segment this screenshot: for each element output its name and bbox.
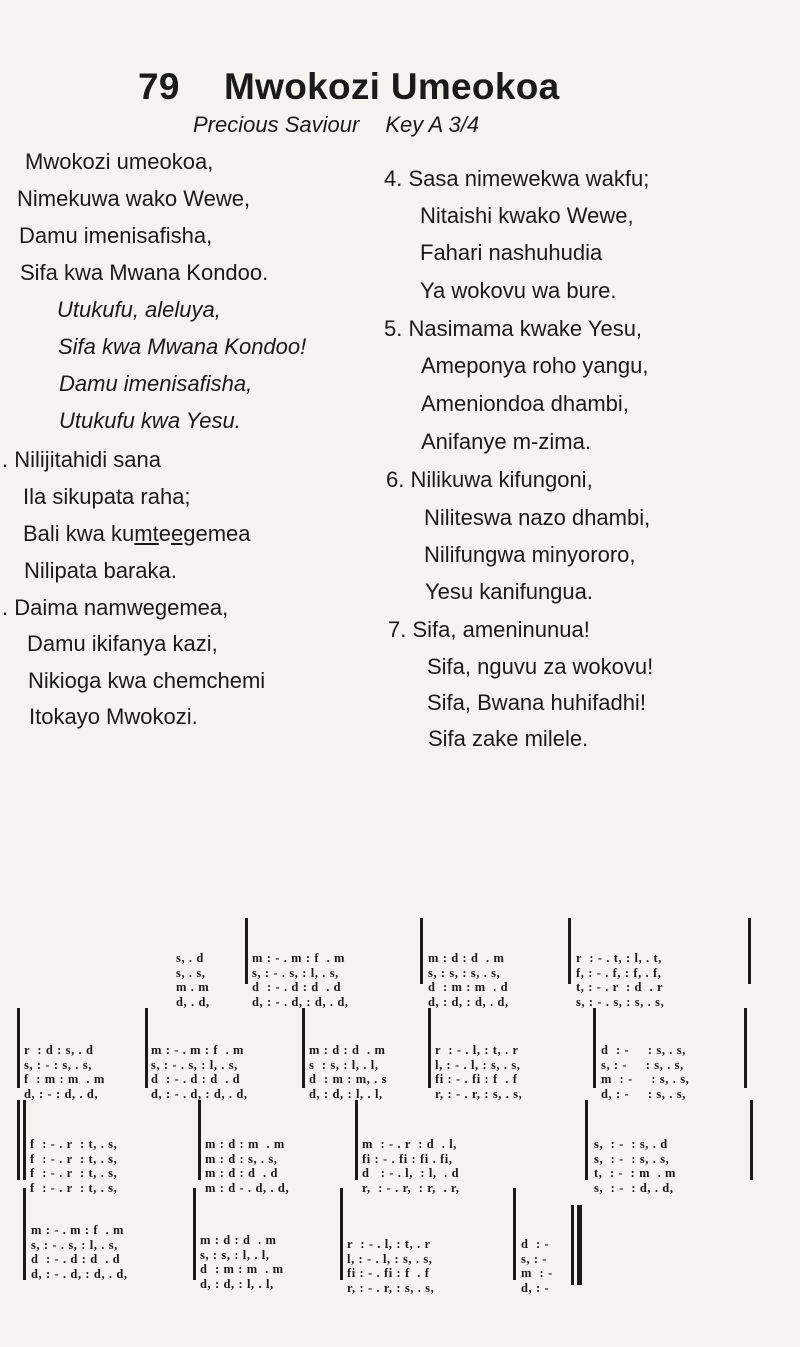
verse-6-line-2: Niliteswa nazo dhambi, — [424, 505, 651, 530]
bar-line — [750, 1100, 753, 1180]
verse-5-line-1: 5. Nasimama kwake Yesu, — [384, 316, 643, 341]
verse-4-line-1: 4. Sasa nimewekwa wakfu; — [384, 166, 650, 191]
verse-1-line-3: Damu imenisafisha, — [19, 223, 213, 248]
solfa-voice-line: d, : - — [521, 1280, 550, 1295]
solfa-voice-line: r : d : s, . d — [24, 1043, 94, 1057]
solfa-voice-line: s, : - : d, . d, — [594, 1180, 674, 1195]
solfa-voice-line: d, : - : d, . d, — [24, 1086, 99, 1101]
solfa-voice-line: d, : d, : d, . d, — [428, 994, 509, 1009]
verse-5-number: 5. — [384, 316, 403, 341]
solfa-voice-line: l, : - . l, : s, . s, — [347, 1251, 433, 1266]
solfa-voice-line: m : - . m : f . m — [151, 1043, 245, 1057]
solfa-row-3-measure-3 — [362, 1108, 460, 1224]
solfa-voice-line: s, . s, — [176, 965, 206, 980]
solfa-voice-line: d : - . d : d . d — [252, 980, 342, 994]
solfa-voice-line: m : d : m . m — [205, 1137, 285, 1151]
bar-line — [428, 1008, 431, 1088]
solfa-voice-line: d, : d, : l, . l, — [200, 1276, 274, 1291]
bar-line — [420, 918, 423, 984]
bar-line — [193, 1188, 196, 1280]
verse-7-number: 7. — [388, 617, 407, 642]
solfa-voice-line: d : m : m . m — [200, 1262, 284, 1276]
bar-line — [744, 1008, 747, 1088]
solfa-voice-line: d : - . d : d . d — [151, 1072, 241, 1086]
solfa-voice-line: m : d : d . m — [428, 951, 505, 965]
bar-line — [23, 1100, 26, 1180]
solfa-voice-line: d, : d, : l, . l, — [309, 1086, 383, 1101]
solfa-voice-line: fi : - . fi : f . f — [347, 1266, 430, 1280]
bar-line — [593, 1008, 596, 1088]
underlined-syllable-2: eg — [171, 521, 196, 546]
verse-3-line-3: Nikioga kwa chemchemi — [28, 668, 266, 693]
verse-3-line-2: Damu ikifanya kazi, — [27, 631, 218, 656]
solfa-voice-line: r, : - . r, : s, . s, — [347, 1280, 435, 1295]
verse-4-line-3: Fahari nashuhudia — [420, 240, 603, 265]
solfa-voice-line: f : - . r : t, . s, — [30, 1166, 118, 1180]
bar-line — [302, 1008, 305, 1088]
bar-line — [198, 1100, 201, 1180]
chorus-line-4: Utukufu kwa Yesu. — [59, 408, 241, 433]
solfa-voice-line: r, : - . r, : s, . s, — [435, 1086, 523, 1101]
verse-4-number: 4. — [384, 166, 403, 191]
verse-3-line-1: . Daima namwegemea, — [2, 595, 229, 620]
solfa-voice-line: m : d - . d, . d, — [205, 1180, 290, 1195]
bar-line — [245, 918, 248, 984]
verse-2-line-4: Nilipata baraka. — [24, 558, 177, 583]
solfa-voice-line: d : - — [521, 1237, 550, 1251]
solfa-voice-line: s, : - . s, : l, . s, — [31, 1237, 118, 1252]
solfa-voice-line: f : - . r : t, . s, — [30, 1137, 118, 1151]
hymn-subtitle — [193, 112, 479, 138]
solfa-voice-line: d : m : m, . s — [309, 1072, 388, 1086]
solfa-voice-line: s, : - : s, . s, — [601, 1057, 684, 1072]
solfa-voice-line: d, . d, — [176, 994, 210, 1009]
key-signature: Key A 3/4 — [385, 112, 480, 137]
bar-line — [340, 1188, 343, 1280]
solfa-voice-line: d, : - . d, : d, . d, — [151, 1086, 248, 1101]
verse-6-line-1: 6. Nilikuwa kifungoni, — [386, 467, 593, 492]
solfa-voice-line: s, : - . s, : l, . s, — [151, 1057, 238, 1072]
bar-line — [748, 918, 751, 984]
solfa-voice-line: s : s, : l, . l, — [309, 1057, 379, 1072]
solfa-voice-line: s, : - . s, : s, . s, — [576, 994, 665, 1009]
solfa-voice-line: t, : - . r : d . r — [576, 980, 664, 994]
solfa-voice-line: m : d : d . d — [205, 1166, 278, 1180]
verse-2-line-3: Bali kwa kumteegemea — [23, 521, 251, 546]
final-bar-line-thin — [571, 1205, 574, 1285]
solfa-voice-line: m : - : s, . s, — [601, 1072, 690, 1086]
solfa-voice-line: fi : - . fi : f . f — [435, 1072, 518, 1086]
solfa-voice-line: d : - . d : d . d — [31, 1252, 121, 1266]
solfa-voice-line: d, : - . d, : d, . d, — [252, 994, 349, 1009]
solfa-voice-line: s, . d — [176, 951, 204, 965]
solfa-voice-line: r, : - . r, : r, . r, — [362, 1180, 460, 1195]
verse-6-line-4: Yesu kanifungua. — [425, 579, 593, 604]
solfa-voice-line: f : - . r : t, . s, — [30, 1180, 118, 1195]
chorus-line-2: Sifa kwa Mwana Kondoo! — [58, 334, 307, 359]
bar-line — [355, 1100, 358, 1180]
solfa-voice-line: s, : s, : s, . s, — [428, 965, 501, 980]
solfa-voice-line: m : d : d . m — [309, 1043, 386, 1057]
underlined-syllable-1: mt — [134, 521, 159, 546]
solfa-voice-line: s, : - . s, : l, . s, — [252, 965, 339, 980]
verse-4-line-2: Nitaishi kwako Wewe, — [420, 203, 634, 228]
hymn-title-text: Mwokozi Umeokoa — [224, 66, 560, 107]
solfa-voice-line: d : m : m . d — [428, 980, 509, 994]
solfa-voice-line: m : d : d . m — [200, 1233, 277, 1247]
verse-7-line-2: Sifa, nguvu za wokovu! — [427, 654, 654, 679]
verse-5-line-4: Anifanye m-zima. — [421, 429, 591, 454]
solfa-voice-line: d : - : s, . s, — [601, 1043, 686, 1057]
solfa-voice-line: s, : - : s, . s, — [24, 1057, 92, 1072]
solfa-voice-line: fi : - . fi : fi . fi, — [362, 1151, 453, 1166]
verse-2-marker: . — [2, 447, 9, 472]
solfa-voice-line: m : - . m : f . m — [31, 1223, 125, 1237]
solfa-voice-line: m . m — [176, 980, 210, 994]
solfa-voice-line: l, : - . l, : s, . s, — [435, 1057, 521, 1072]
solfa-voice-line: f : m : m . m — [24, 1072, 105, 1086]
solfa-voice-line: f, : - . f, : f, . f, — [576, 965, 662, 980]
verse-5-line-2: Ameponya roho yangu, — [421, 353, 649, 378]
verse-7-line-3: Sifa, Bwana huhifadhi! — [427, 690, 646, 715]
bar-line — [145, 1008, 148, 1088]
verse-3-line-4: Itokayo Mwokozi. — [29, 704, 198, 729]
solfa-row-4-measure-3 — [347, 1208, 434, 1324]
verse-6-number: 6. — [386, 467, 405, 492]
verse-2-line-1: . Nilijitahidi sana — [2, 447, 161, 472]
bar-line — [568, 918, 571, 984]
solfa-voice-line: m : d : s, . s, — [205, 1151, 278, 1166]
bar-line — [17, 1008, 20, 1088]
solfa-voice-line: s, : s, : l, . l, — [200, 1247, 270, 1262]
bar-line — [17, 1100, 20, 1180]
solfa-voice-line: s, : - : s, . d — [594, 1137, 668, 1151]
verse-4-line-4: Ya wokovu wa bure. — [420, 278, 617, 303]
solfa-voice-line: r : - . t, : l, . t, — [576, 951, 662, 965]
bar-line — [513, 1188, 516, 1280]
solfa-voice-line: t, : - : m . m — [594, 1166, 677, 1180]
verse-1-line-2: Nimekuwa wako Wewe, — [17, 186, 251, 211]
verse-7-line-4: Sifa zake milele. — [428, 726, 589, 751]
solfa-voice-line: s, : - — [521, 1251, 548, 1266]
final-bar-line-thick — [577, 1205, 582, 1285]
verse-7-line-1: 7. Sifa, ameninunua! — [388, 617, 590, 642]
solfa-voice-line: r : - . l, : t, . r — [347, 1237, 431, 1251]
verse-2-line-2: Ila sikupata raha; — [23, 484, 191, 509]
solfa-voice-line: m : - . r : d . l, — [362, 1137, 457, 1151]
solfa-row-4-measure-2 — [200, 1204, 284, 1320]
solfa-row-4-measure-1 — [31, 1194, 128, 1310]
bar-line — [585, 1100, 588, 1180]
verse-1-line-4: Sifa kwa Mwana Kondoo. — [20, 260, 269, 285]
solfa-voice-line: d : - . l, : l, . d — [362, 1166, 460, 1180]
english-title: Precious Saviour — [193, 112, 360, 137]
solfa-row-3-measure-4 — [594, 1108, 676, 1224]
hymn-title — [138, 66, 560, 108]
solfa-row-4-measure-4 — [521, 1208, 553, 1324]
solfa-voice-line: f : - . r : t, . s, — [30, 1151, 118, 1166]
verse-3-marker: . — [2, 595, 9, 620]
solfa-voice-line: r : - . l, : t, . r — [435, 1043, 519, 1057]
chorus-line-3: Damu imenisafisha, — [59, 371, 253, 396]
solfa-voice-line: m : - . m : f . m — [252, 951, 346, 965]
solfa-voice-line: d, : - . d, : d, . d, — [31, 1266, 128, 1281]
bar-line — [23, 1188, 26, 1280]
solfa-voice-line: d, : - : s, . s, — [601, 1086, 686, 1101]
chorus-line-1: Utukufu, aleluya, — [57, 297, 221, 322]
verse-6-line-3: Nilifungwa minyororo, — [424, 542, 636, 567]
verse-5-line-3: Ameniondoa dhambi, — [421, 391, 629, 416]
solfa-voice-line: s, : - : s, . s, — [594, 1151, 670, 1166]
verse-1-line-1: Mwokozi umeokoa, — [25, 149, 214, 174]
hymn-number: 79 — [138, 66, 180, 107]
solfa-voice-line: m : - — [521, 1266, 553, 1280]
